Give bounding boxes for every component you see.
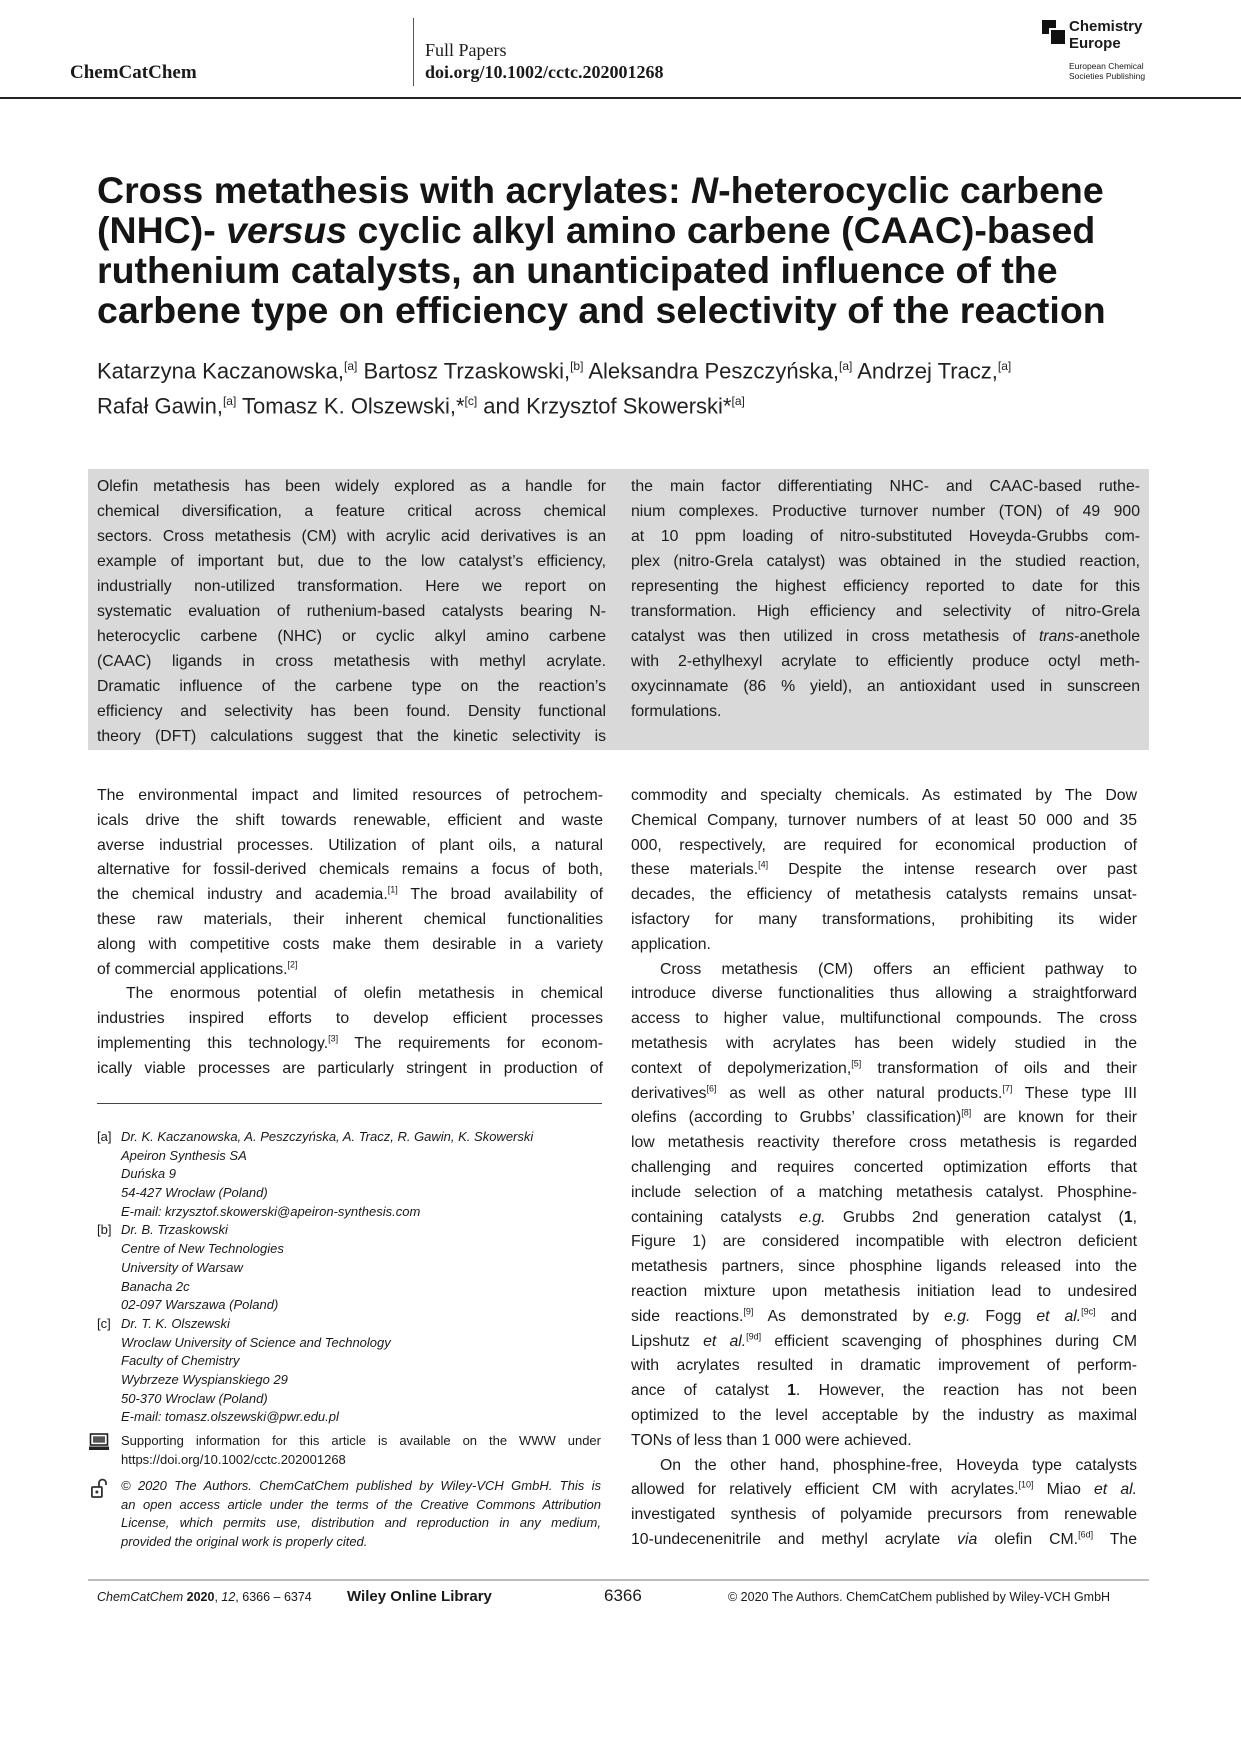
citation-link[interactable]: [8] — [961, 1108, 972, 1119]
email-link[interactable]: E-mail: tomasz.olszewski@pwr.edu.pl — [121, 1409, 339, 1425]
citation-link[interactable]: [9c] — [1081, 1306, 1096, 1317]
email-link[interactable]: E-mail: krzysztof.skowerski@apeiron-synthesis.com — [121, 1203, 421, 1219]
body-right-column: commodity and specialty chemicals. As estimated by The Dow Chemical Company, turnover numbers of at least 50 000 and 35 000, respectively, are required for economical production of these materials.[4] Despite the intense research over past decades, the efficiency of metathesis catalysts remains unsat- isfactory for many transformations, prohibiting its wider application. Cross metathesis (CM) offers an efficient pathway to introduce diverse functionalities thus allowing a straightforward access to higher value, multifunctional compounds. The cross metathesis with acrylates has been widely studied in the context of depolymerization,[5] transformation of oils and their derivatives[6] as well as other natural products.[7] These type III olefins (according to Grubbs’ classification)[8] are known for their low metathesis reactivity therefore cross metathesis is regarded challenging and requires concerted optimization efforts that include selection of a matching metathesis catalyst. Phosphine- containing catalysts e.g. Grubbs 2nd generation catalyst (1, Figure 1) are considered incompatible with electron deficient metathesis partners, since phosphine ligands released into the reaction mixture upon metathesis initiation lead to undesired side reactions.[9] As demonstrated by e.g. Fogg et al.[9c] and Lipshutz et al.[9d] efficient scavenging of phosphines during CM with acrylates resulted in dramatic improvement of perform- ance of catalyst 1. However, the reaction has not been optimized to the level acceptable by the industry as maximal TONs of less than 1 000 were achieved. On the other hand, phosphine-free, Hoveyda type catalysts allowed for relatively efficient CM with acrylates.[10] Miao et al. investigated synthesis of polyamide precursors from renewable 10-undecenenitrile and methyl acrylate via olefin CM.[6d] The — [631, 787, 1138, 1548]
citation-link[interactable]: [3] — [328, 1033, 339, 1044]
footnote-rule — [97, 1103, 602, 1104]
logo-text-2: Europe — [1069, 35, 1121, 52]
citation-link[interactable]: [4] — [758, 860, 769, 871]
citation-link[interactable]: [6] — [706, 1083, 717, 1094]
body-left-column: The environmental impact and limited resources of petrochem- icals drive the shift towards renewable, efficient and waste averse industrial processes. Utilization of plant oils, a natural alternative for fossil-derived chemicals remains a focus of both, the chemical industry and academia.[1] The broad availability of these raw materials, their inherent chemical functionalities along with competitive costs make them desirable in a variety of commercial applications.[2] The enormous potential of olefin metathesis in chemical industries inspired efforts to develop efficient processes implementing this technology.[3] The requirements for econom- ically viable processes are particularly stringent in production of — [97, 787, 603, 1077]
author-list: Katarzyna Kaczanowska,[a] Bartosz Trzaskowski,[b] Aleksandra Peszczyńska,[a] Andrzej Tracz,[a] Rafał Gawin,[a] Tomasz K. Olszewski,*[c] and Krzysztof Skowerski*[a] — [97, 358, 1012, 419]
supporting-information: Supporting information for this article is available on the WWW under https://doi.org/10.1002/cctc.202001268 — [121, 1432, 601, 1469]
affiliations: [a] Dr. K. Kaczanowska, A. Peszczyńska, A. Tracz, R. Gawin, K. Skowerski Apeiron Synthesis SA Duńska 9 54-427 Wrocław (Poland) E-mail: krzysztof.skowerski@apeiron-synthesis.com [b] Dr. B. Trzaskowski Centre of New Technologies University of Warsaw Banacha 2c 02-097 Warszawa (Poland) [c] Dr. T. K. Olszewski Wroclaw University of Science and Technology Faculty of Chemistry Wybrzeze Wyspianskiego 29 50-370 Wroclaw (Poland) E-mail: tomasz.olszewski@pwr.edu.pl — [97, 1128, 607, 1427]
journal-name: ChemCatChem — [70, 62, 197, 83]
article-type: Full Papers — [425, 40, 507, 60]
open-access-notice: © 2020 The Authors. ChemCatChem published by Wiley-VCH GmbH. This is an open access article under the terms of the Creative Commons Attribution License, which permits use, distribution and reproduction in any medium, provided the original work is properly cited. — [121, 1478, 601, 1550]
abstract-left-column: Olefin metathesis has been widely explored as a handle for chemical diversification, a feature critical across chemical sectors. Cross metathesis (CM) with acrylic acid derivatives is an example of important but, due to the low catalyst’s efficiency, industrially non-utilized transformation. Here we report on systematic evaluation of ruthenium-based catalysts bearing N- heterocyclic carbene (NHC) or cyclic alkyl amino carbene (CAAC) ligands in cross metathesis with methyl acrylate. Dramatic influence of the carbene type on the reaction’s efficiency and selectivity has been found. Density functional theory (DFT) calculations suggest that the kinetic selectivity is — [97, 478, 606, 745]
citation-link[interactable]: [9] — [743, 1306, 754, 1317]
wiley-online-library-link[interactable]: Wiley Online Library — [347, 1588, 492, 1605]
header-divider — [413, 18, 414, 86]
logo-text-3: European Chemical — [1069, 61, 1144, 71]
logo-text-1: Chemistry — [1069, 18, 1143, 35]
abstract-right-column: the main factor differentiating NHC- and CAAC-based ruthe- nium complexes. Productive turnover number (TON) of 49 900 at 10 ppm loading of nitro-substituted Hoveyda-Grubbs com- plex (nitro-Grela catalyst) was obtained in the studied reaction, representing the highest efficiency reported to date for this transformation. High efficiency and selectivity of nitro-Grela catalyst was then utilized in cross metathesis of trans-anethole with 2-ethylhexyl acrylate to efficiently produce octyl meth- oxycinnamate (86 % yield), an antioxidant used in sunscreen formulations. — [631, 478, 1140, 720]
open-access-lock-icon — [91, 1478, 107, 1498]
citation-link[interactable]: [5] — [851, 1058, 862, 1069]
citation-link[interactable]: [7] — [1002, 1083, 1013, 1094]
citation-link[interactable]: [10] — [1018, 1480, 1034, 1491]
doi-link[interactable]: doi.org/10.1002/cctc.202001268 — [425, 62, 664, 82]
chemistry-europe-logo-icon — [1042, 20, 1064, 44]
computer-icon — [89, 1433, 109, 1451]
article-title: Cross metathesis with acrylates: N-heterocyclic carbene (NHC)- versus cyclic alkyl amino carbene (CAAC)-based ruthenium catalysts, an unanticipated influence of the carbene type on efficiency and selectivity of the reaction — [97, 169, 1106, 331]
chemistry-europe-logo[interactable] — [1042, 18, 1172, 83]
citation-link[interactable]: [1] — [387, 884, 398, 895]
citation-link[interactable]: [6d] — [1078, 1529, 1094, 1540]
footer-citation: ChemCatChem 2020, 12, 6366 – 6374 — [97, 1590, 312, 1604]
supporting-info-link[interactable]: https://doi.org/10.1002/cctc.202001268 — [121, 1451, 346, 1467]
abstract — [88, 469, 1149, 750]
header-rule — [0, 97, 1241, 99]
citation-link[interactable]: [9d] — [746, 1331, 762, 1342]
logo-text-4: Societies Publishing — [1069, 71, 1146, 81]
footer-rule — [88, 1579, 1149, 1581]
citation-link[interactable]: [2] — [287, 959, 298, 970]
page-number: 6366 — [604, 1586, 642, 1605]
footer-copyright: © 2020 The Authors. ChemCatChem published by Wiley-VCH GmbH — [728, 1590, 1111, 1604]
